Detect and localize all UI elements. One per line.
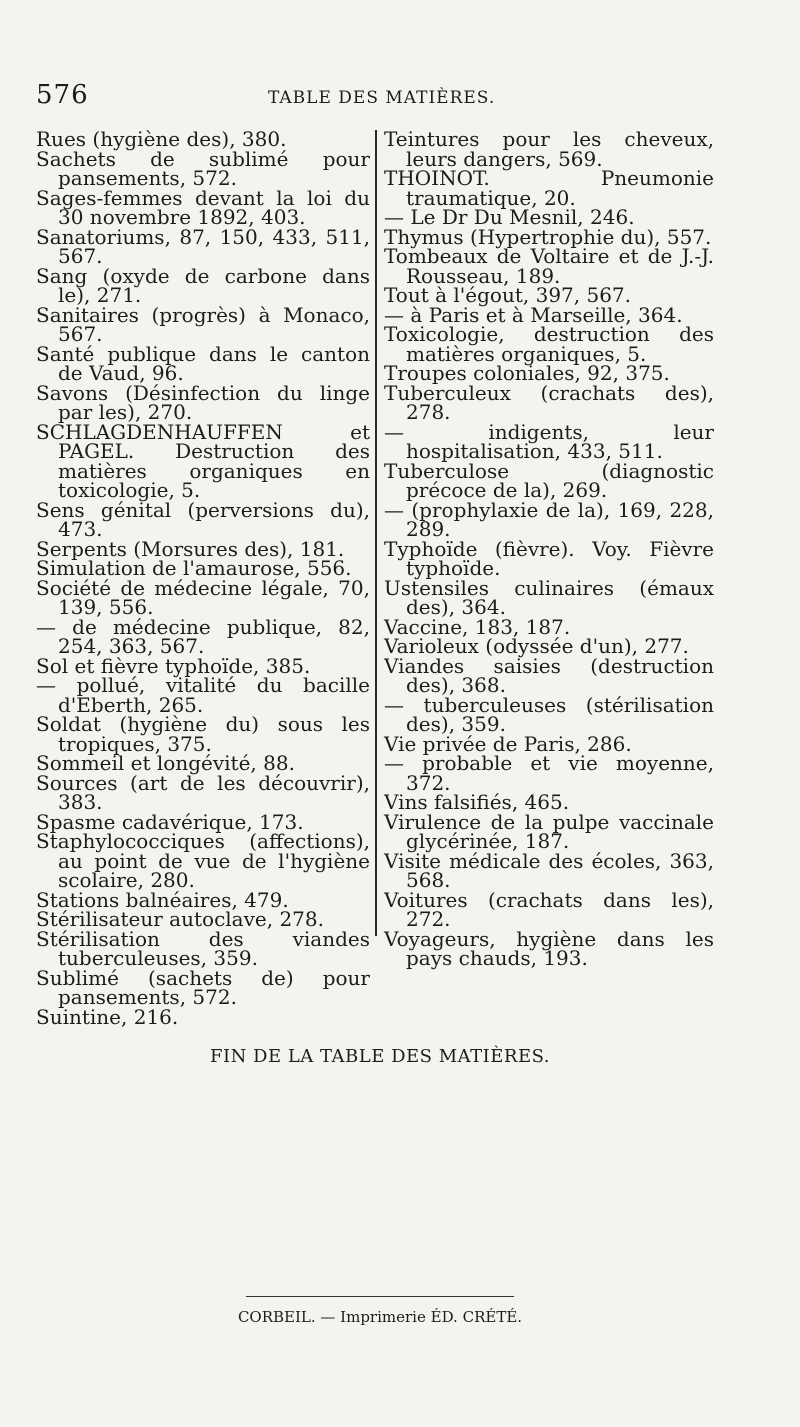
index-entry: THOINOT. Pneumonie traumatique, 20. bbox=[384, 166, 714, 210]
index-entry: Voyageurs, hygiène dans les pays chauds, 193. bbox=[384, 926, 714, 970]
index-entry: — indigents, leur hospitalisation, 433, 511. bbox=[384, 419, 714, 463]
index-entry: Sanatoriums, 87, 150, 433, 511, 567. bbox=[36, 224, 370, 268]
index-entry: — (prophylaxie de la), 169, 228, 289. bbox=[384, 497, 714, 541]
index-entry: Sommeil et longévité, 88. bbox=[36, 751, 295, 775]
index-entry: Thymus (Hypertrophie du), 557. bbox=[384, 224, 712, 249]
index-entry: Staphylococciques (affections), au point de vue de l'hygiène scolaire, 280. bbox=[36, 829, 370, 892]
index-entry: Tout à l'égout, 397, 567. bbox=[384, 283, 632, 307]
index-entry: Virulence de la pulpe vaccinale glycérinée, 187. bbox=[384, 809, 714, 853]
index-entry: Tombeaux de Voltaire et de J.-J. Rousseau, 189. bbox=[384, 244, 714, 288]
index-entry: Santé publique dans le canton de Vaud, 96. bbox=[36, 341, 370, 385]
index-entry: Vins falsifiés, 465. bbox=[384, 790, 570, 814]
index-entry: Sources (art de les découvrir), 383. bbox=[36, 770, 370, 814]
index-entry: Troupes coloniales, 92, 375. bbox=[384, 361, 670, 385]
index-entry: Serpents (Morsures des), 181. bbox=[36, 536, 345, 561]
index-entry: Stérilisateur autoclave, 278. bbox=[36, 907, 324, 931]
index-entry: Typhoïde (fièvre). Voy. Fièvre typhoïde. bbox=[384, 536, 714, 580]
printer-imprint: CORBEIL. — Imprimerie ÉD. CRÉTÉ. bbox=[237, 1308, 523, 1326]
index-entry: Varioleux (odyssée d'un), 277. bbox=[384, 634, 689, 658]
footer-rule bbox=[246, 1296, 514, 1297]
index-right-column bbox=[384, 127, 714, 970]
index-entry: Vie privée de Paris, 286. bbox=[384, 731, 632, 756]
index-entry: — probable et vie moyenne, 372. bbox=[384, 751, 714, 795]
index-entry: Stations balnéaires, 479. bbox=[36, 887, 289, 912]
index-entry: — à Paris et à Marseille, 364. bbox=[384, 302, 683, 327]
index-left-column bbox=[36, 127, 370, 1029]
index-entry: Vaccine, 183, 187. bbox=[384, 614, 571, 639]
index-entry: — de médecine publique, 82, 254, 363, 567. bbox=[36, 614, 370, 658]
index-entry: Viandes saisies (destruction des), 368. bbox=[384, 653, 714, 697]
index-entry: Toxicologie, destruction des matières organiques, 5. bbox=[384, 322, 714, 366]
index-entry: Suintine, 216. bbox=[36, 1004, 179, 1029]
index-entry: Spasme cadavérique, 173. bbox=[36, 809, 304, 834]
index-entry: Rues (hygiène des), 380. bbox=[36, 127, 287, 151]
page-number: 576 bbox=[36, 80, 89, 110]
index-entry: Sens génital (perversions du), 473. bbox=[36, 497, 370, 541]
index-entry: — Le Dr Du Mesnil, 246. bbox=[384, 205, 635, 229]
index-entry: Sanitaires (progrès) à Monaco, 567. bbox=[36, 302, 370, 346]
index-entry: — pollué, vitalité du bacille d'Eberth, 265. bbox=[36, 673, 370, 717]
index-entry: SCHLAGDENHAUFFEN et PAGEL. Destruction des matières organiques en toxicologie, 5. bbox=[36, 419, 370, 502]
index-entry: Sachets de sublimé pour pansements, 572. bbox=[36, 146, 370, 190]
index-entry: Savons (Désinfection du linge par les), 270. bbox=[36, 380, 370, 424]
running-title: TABLE DES MATIÈRES. bbox=[268, 88, 496, 108]
index-entry: — tuberculeuses (stérilisation des), 359. bbox=[384, 692, 714, 736]
index-entry: Société de médecine légale, 70, 139, 556. bbox=[36, 575, 370, 619]
index-entry: Visite médicale des écoles, 363, 568. bbox=[384, 848, 714, 892]
index-entry: Simulation de l'amaurose, 556. bbox=[36, 556, 352, 580]
index-entry: Tuberculose (diagnostic précoce de la), 269. bbox=[384, 458, 714, 502]
column-divider bbox=[375, 130, 377, 936]
index-entry: Stérilisation des viandes tuberculeuses, 359. bbox=[36, 926, 370, 970]
index-entry: Soldat (hygiène du) sous les tropiques, 375. bbox=[36, 712, 370, 756]
index-entry: Ustensiles culinaires (émaux des), 364. bbox=[384, 575, 714, 619]
index-entry: Teintures pour les cheveux, leurs dangers, 569. bbox=[384, 127, 714, 171]
index-entry: Tuberculeux (crachats des), 278. bbox=[384, 380, 714, 424]
end-of-table-note: FIN DE LA TABLE DES MATIÈRES. bbox=[209, 1046, 551, 1067]
index-entry: Sublimé (sachets de) pour pansements, 572. bbox=[36, 965, 370, 1009]
index-entry: Sages-femmes devant la loi du 30 novembre 1892, 403. bbox=[36, 185, 370, 229]
index-entry: Sol et fièvre typhoïde, 385. bbox=[36, 653, 311, 678]
index-entry: Sang (oxyde de carbone dans le), 271. bbox=[36, 263, 370, 307]
index-entry: Voitures (crachats dans les), 272. bbox=[384, 887, 714, 931]
